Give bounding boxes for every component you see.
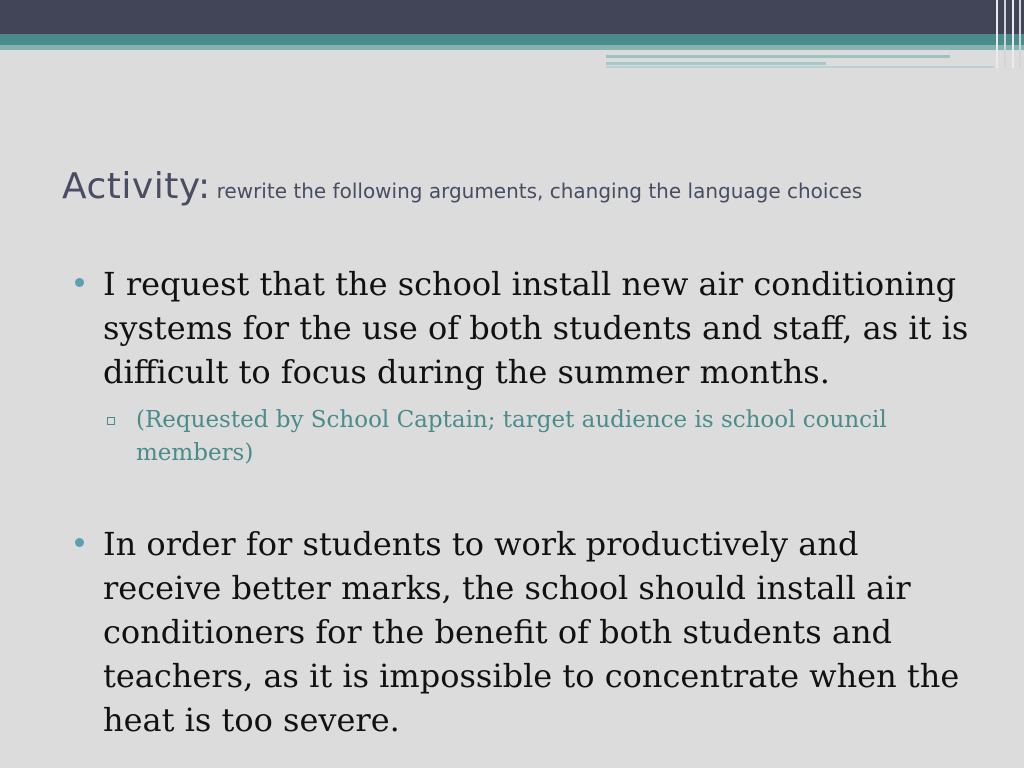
title-main: Activity: [62, 166, 211, 207]
title-subtitle: rewrite the following arguments, changing the language choices [216, 179, 863, 203]
top-decorative-bar [0, 0, 1024, 34]
vertical-accent-line [1012, 0, 1014, 68]
bullet-text: I request that the school install new air conditioning systems for the use of both students and staff, as it is difficult to focus during the summer months. [103, 265, 969, 391]
vertical-accent-line [1019, 0, 1021, 68]
bullet-dot-icon [75, 278, 84, 287]
bullet-item [70, 522, 970, 742]
bullet-dot-icon [75, 538, 84, 547]
bullet-text: In order for students to work productively and receive better marks, the school should install air conditioners for the benefit of both students and teachers, as it is impossible to concentrate when the heat is too severe. [103, 525, 960, 739]
accent-line [606, 55, 950, 58]
teal-light-band [0, 45, 1024, 50]
vertical-accent-line [996, 0, 998, 68]
bullet-item [70, 262, 970, 394]
vertical-accent-line [1004, 0, 1006, 68]
square-bullet-icon [107, 417, 115, 425]
teal-accent-band [0, 34, 1024, 45]
sub-bullet-text: (Requested by School Captain; target audience is school council members) [136, 407, 887, 466]
slide-content [70, 262, 970, 742]
slide-title [62, 166, 1002, 207]
accent-line [606, 66, 994, 68]
sub-bullet-item [70, 404, 970, 470]
accent-line [606, 62, 826, 65]
